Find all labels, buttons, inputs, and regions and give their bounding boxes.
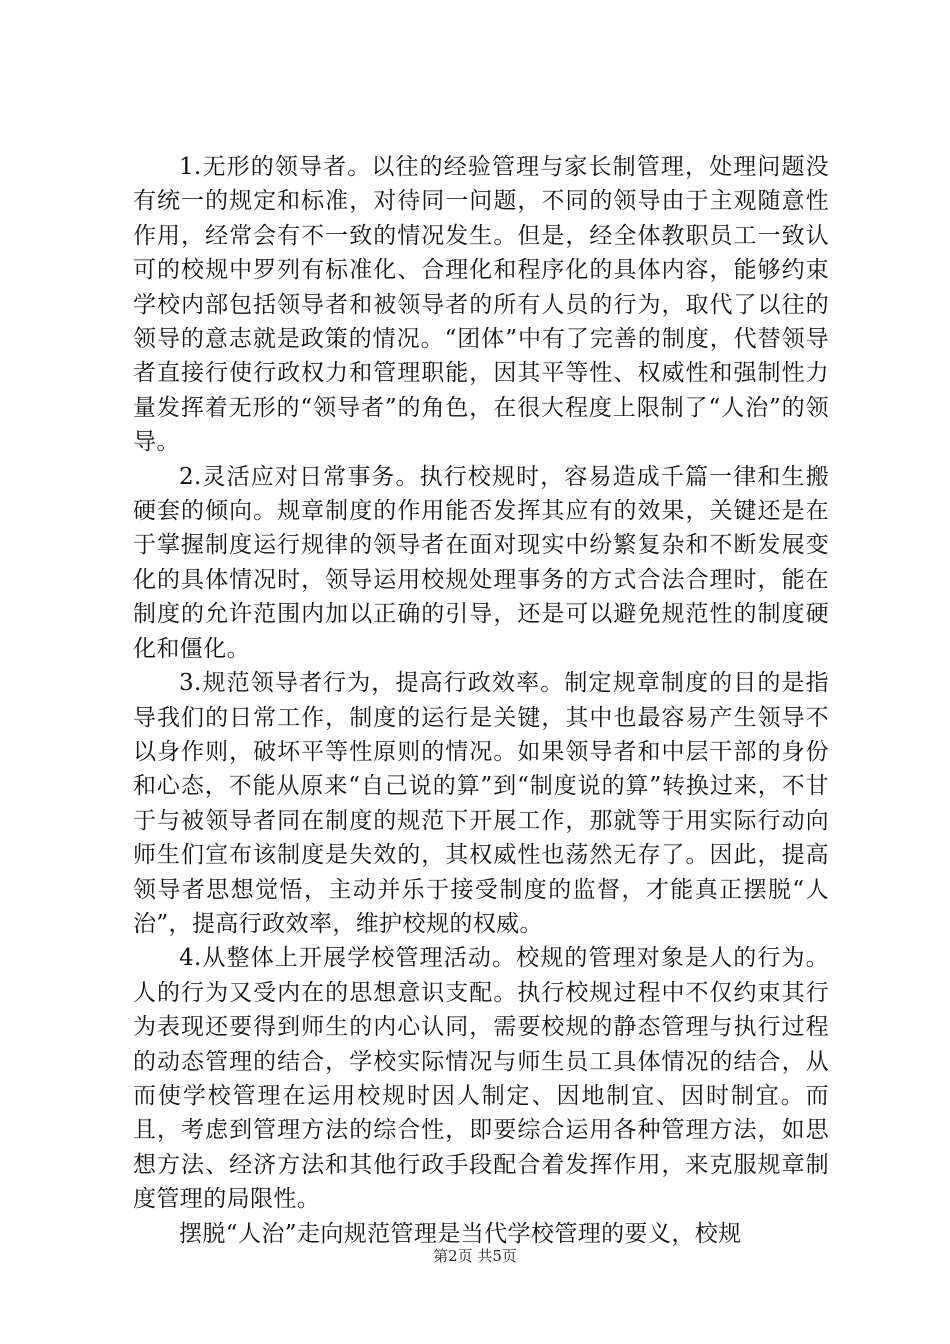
paragraph-5: 摆脱“人治”走向规范管理是当代学校管理的要义，校规 (179, 1220, 742, 1247)
paragraph-2: 2.灵活应对日常事务。执行校规时，容易造成千篇一律和生搬硬套的倾向。规章制度的作用能否发挥其应有的效果，关键还是在于掌握制度运行规律的领导者在面对现实中纷繁复杂和不断发展变化的具体情况时，领导运用校规处理事务的方式合法合理时，能在制度的允许范围内加以正确的引导，还是可以避免规范性的制度硬化和僵化。 (133, 463, 829, 662)
paragraph-3: 3.规范领导者行为，提高行政效率。制定规章制度的目的是指导我们的日常工作，制度的运行是关键，其中也最容易产生领导不以身作则，破坏平等性原则的情况。如果领导者和中层干部的身份和心态，不能从原来“自己说的算”到“制度说的算”转换过来，不甘于与被领导者同在制度的规范下开展工作，那就等于用实际行动向师生们宣布该制度是失效的，其权威性也荡然无存了。因此，提高领导者思想觉悟，主动并乐于接受制度的监督，才能真正摆脱“人治”，提高行政效率，维护校规的权威。 (133, 670, 829, 937)
page-footer: 第2页 共5页 (433, 1247, 517, 1265)
paragraph-4: 4.从整体上开展学校管理活动。校规的管理对象是人的行为。人的行为又受内在的思想意识支配。执行校规过程中不仅约束其行为表现还要得到师生的内心认同，需要校规的静态管理与执行过程的动态管理的结合，学校实际情况与师生员工具体情况的结合，从而使学校管理在运用校规时因人制定、因地制宜、因时制宜。而且，考虑到管理方法的综合性，即要综合运用各种管理方法，如思想方法、经济方法和其他行政手段配合着发挥作用，来克服规章制度管理的局限性。 (133, 945, 829, 1213)
document-body (133, 150, 829, 1251)
paragraph-1: 1.无形的领导者。以往的经验管理与家长制管理，处理问题没有统一的规定和标准，对待同一问题，不同的领导由于主观随意性作用，经常会有不一致的情况发生。但是，经全体教职员工一致认可的校规中罗列有标准化、合理化和程序化的具体内容，能够约束学校内部包括领导者和被领导者的所有人员的行为，取代了以往的领导的意志就是政策的情况。“团体”中有了完善的制度，代替领导者直接行使行政权力和管理职能，因其平等性、权威性和强制性力量发挥着无形的“领导者”的角色，在很大程度上限制了“人治”的领导。 (133, 154, 829, 456)
